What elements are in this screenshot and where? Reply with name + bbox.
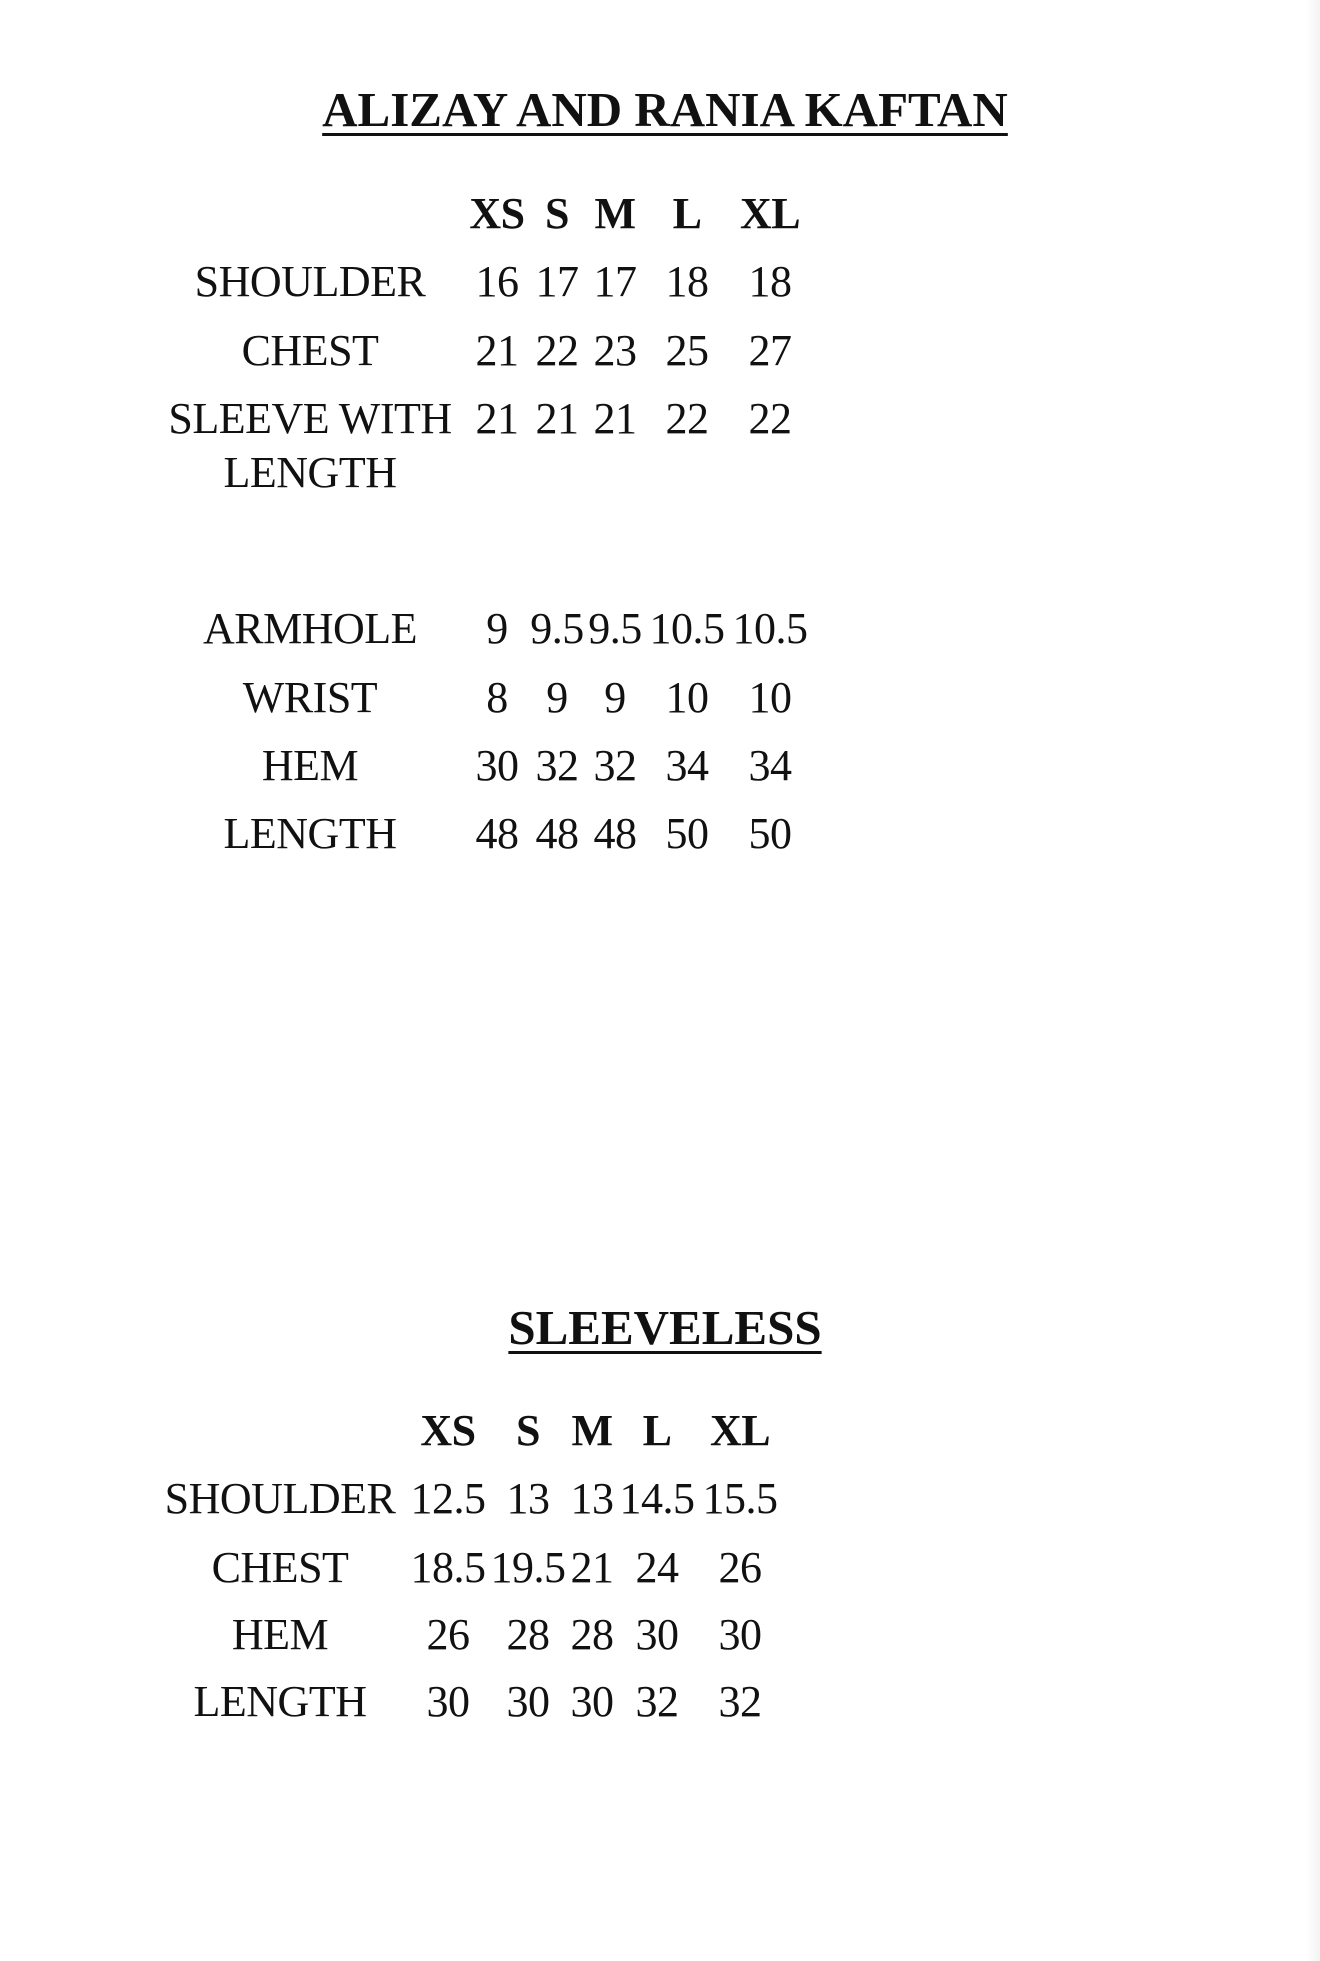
page-edge-shadow: [1306, 0, 1320, 1961]
size-header-xl: XL: [739, 189, 801, 238]
value-m: 9: [604, 673, 626, 722]
value-xs: 16: [475, 257, 519, 306]
value-xs: 21: [475, 394, 519, 443]
value-l: 10: [665, 673, 709, 722]
size-header-m: M: [594, 189, 636, 238]
row-label: CHEST: [241, 326, 379, 375]
value-s: 32: [535, 741, 579, 790]
value-l: 32: [635, 1677, 679, 1726]
row-label: HEM: [261, 741, 359, 790]
value-l: 18: [665, 257, 709, 306]
size-header-xs: XS: [420, 1406, 476, 1455]
row-label-line-2: LENGTH: [223, 448, 397, 497]
size-header-l: L: [642, 1406, 672, 1455]
value-xs: 48: [475, 809, 519, 858]
value-xs: 30: [426, 1677, 470, 1726]
value-s: 19.5: [490, 1543, 566, 1592]
size-header-s: S: [545, 189, 569, 238]
value-xl: 10.5: [732, 604, 808, 653]
size-header-s: S: [516, 1406, 540, 1455]
row-label: SHOULDER: [194, 257, 426, 306]
value-xs: 8: [486, 673, 508, 722]
value-m: 21: [593, 394, 637, 443]
value-s: 22: [535, 326, 579, 375]
value-xl: 26: [718, 1543, 762, 1592]
value-xl: 50: [748, 809, 792, 858]
value-l: 22: [665, 394, 709, 443]
value-xl: 18: [748, 257, 792, 306]
sleeveless-size-chart-title: SLEEVELESS: [508, 1300, 822, 1355]
value-xl: 22: [748, 394, 792, 443]
value-l: 30: [635, 1610, 679, 1659]
value-xs: 21: [475, 326, 519, 375]
value-l: 24: [635, 1543, 679, 1592]
value-m: 30: [570, 1677, 614, 1726]
size-header-l: L: [672, 189, 702, 238]
value-s: 9.5: [530, 604, 584, 653]
value-s: 17: [535, 257, 579, 306]
value-xs: 30: [475, 741, 519, 790]
value-l: 34: [665, 741, 709, 790]
value-xs: 26: [426, 1610, 470, 1659]
value-m: 21: [570, 1543, 614, 1592]
row-label: LENGTH: [223, 809, 397, 858]
value-m: 13: [570, 1474, 614, 1523]
value-s: 9: [546, 673, 568, 722]
value-s: 30: [506, 1677, 550, 1726]
value-m: 48: [593, 809, 637, 858]
size-header-xl: XL: [709, 1406, 771, 1455]
value-xl: 15.5: [702, 1474, 778, 1523]
row-label: HEM: [231, 1610, 329, 1659]
value-xs: 12.5: [410, 1474, 486, 1523]
value-xs: 9: [486, 604, 508, 653]
value-l: 14.5: [619, 1474, 695, 1523]
value-xl: 27: [748, 326, 792, 375]
value-s: 21: [535, 394, 579, 443]
row-label: LENGTH: [193, 1677, 367, 1726]
value-s: 48: [535, 809, 579, 858]
row-label: CHEST: [211, 1543, 349, 1592]
size-header-xs: XS: [469, 189, 525, 238]
value-xl: 34: [748, 741, 792, 790]
size-header-m: M: [571, 1406, 613, 1455]
value-s: 13: [506, 1474, 550, 1523]
value-m: 9.5: [588, 604, 642, 653]
value-xs: 18.5: [410, 1543, 486, 1592]
value-s: 28: [506, 1610, 550, 1659]
row-label: WRIST: [242, 673, 378, 722]
value-m: 32: [593, 741, 637, 790]
value-l: 25: [665, 326, 709, 375]
value-xl: 10: [748, 673, 792, 722]
row-label: ARMHOLE: [202, 604, 418, 653]
kaftan-size-chart-title: ALIZAY AND RANIA KAFTAN: [322, 82, 1008, 137]
value-l: 50: [665, 809, 709, 858]
value-m: 28: [570, 1610, 614, 1659]
value-xl: 30: [718, 1610, 762, 1659]
value-m: 17: [593, 257, 637, 306]
row-label: SHOULDER: [164, 1474, 396, 1523]
row-label-line-1: SLEEVE WITH: [168, 394, 452, 443]
value-l: 10.5: [649, 604, 725, 653]
value-xl: 32: [718, 1677, 762, 1726]
value-m: 23: [593, 326, 637, 375]
